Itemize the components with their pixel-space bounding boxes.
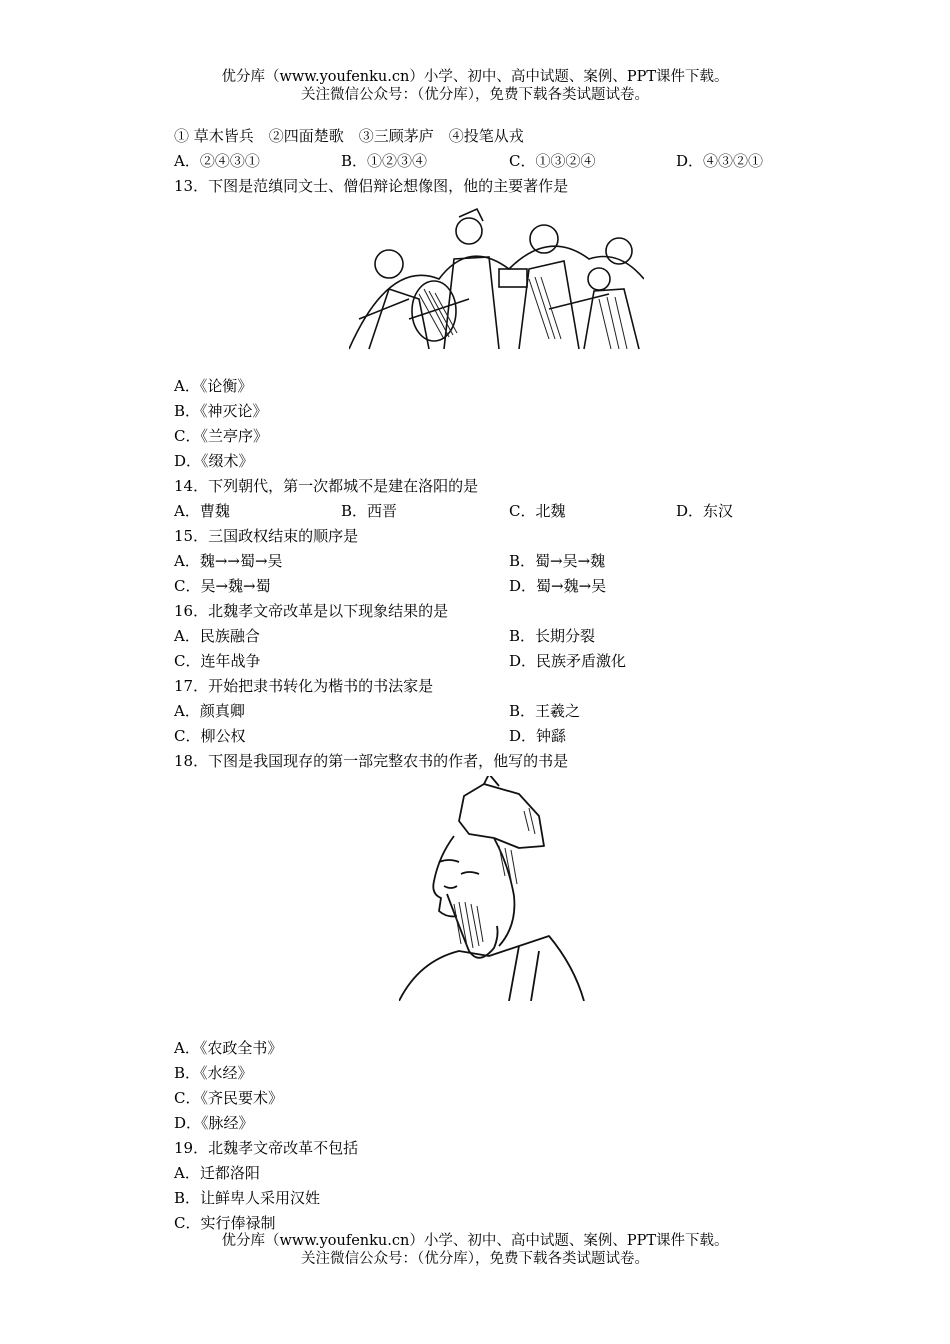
q19-option-b: B．让鲜卑人采用汉姓 — [174, 1189, 321, 1207]
question-content — [174, 124, 794, 1236]
q17-option-a: A．颜真卿 — [174, 702, 245, 720]
q15-option-a: A．魏→→蜀→吴 — [174, 552, 283, 570]
portrait-drawing — [399, 776, 589, 1001]
q16-option-c: C．连年战争 — [174, 652, 261, 670]
q13-option-a: A．《论衡》 — [174, 377, 253, 395]
q16-stem: 16．北魏孝文帝改革是以下现象结果的是 — [174, 602, 449, 620]
q16-option-a: A．民族融合 — [174, 627, 260, 645]
q17-option-b: B．王羲之 — [509, 702, 581, 720]
q18-illustration — [174, 774, 794, 1036]
q18-stem: 18．下图是我国现存的第一部完整农书的作者，他写的书是 — [174, 752, 569, 770]
header-line-2: 关注微信公众号：（优分库），免费下载各类试题试卷。 — [301, 87, 649, 103]
q18-option-b: B．《水经》 — [174, 1064, 253, 1082]
q18-option-d: D．《脉经》 — [174, 1114, 254, 1132]
q12-option-b: B．①②③④ — [341, 152, 428, 170]
q14-option-d: D．东汉 — [676, 502, 734, 520]
q13-illustration — [174, 199, 794, 374]
q17-options-row-2 — [174, 724, 794, 749]
q15-option-c: C．吴→魏→蜀 — [174, 577, 271, 595]
q12-option-d: D．④③②① — [676, 152, 764, 170]
q16-option-d: D．民族矛盾激化 — [509, 652, 627, 670]
q12-option-c: C．①③②④ — [509, 152, 596, 170]
q17-option-d: D．钟繇 — [509, 727, 567, 745]
q15-stem: 15．三国政权结束的顺序是 — [174, 527, 359, 545]
q18-option-c: C．《齐民要术》 — [174, 1089, 283, 1107]
footer-line-2: 关注微信公众号：（优分库），免费下载各类试题试卷。 — [301, 1251, 649, 1267]
page-footer — [0, 1232, 950, 1268]
header-line-1: 优分库（www.youfenku.cn）小学、初中、高中试题、案例、PPT课件下载。 — [221, 69, 729, 85]
q13-option-d: D．《缀术》 — [174, 452, 254, 470]
q14-option-b: B．西晋 — [341, 502, 398, 520]
q13-stem: 13．下图是范缜同文士、僧侣辩论想像图，他的主要著作是 — [174, 177, 569, 195]
q19-option-c: C．实行俸禄制 — [174, 1214, 276, 1232]
q17-option-c: C．柳公权 — [174, 727, 246, 745]
q19-stem: 19．北魏孝文帝改革不包括 — [174, 1139, 359, 1157]
q13-option-c: C．《兰亭序》 — [174, 427, 268, 445]
q12-items: ① 草木皆兵 ②四面楚歌 ③三顾茅庐 ④投笔从戎 — [174, 127, 524, 145]
debate-scene-drawing — [349, 199, 644, 351]
q12-options — [174, 149, 794, 174]
footer-line-1: 优分库（www.youfenku.cn）小学、初中、高中试题、案例、PPT课件下载。 — [221, 1233, 729, 1249]
q15-options-row-2 — [174, 574, 794, 599]
q13-option-b: B．《神灭论》 — [174, 402, 268, 420]
q17-options-row-1 — [174, 699, 794, 724]
q14-stem: 14．下列朝代，第一次都城不是建在洛阳的是 — [174, 477, 479, 495]
q14-option-a: A．曹魏 — [174, 502, 230, 520]
q19-option-a: A．迁都洛阳 — [174, 1164, 260, 1182]
q15-option-b: B．蜀→吴→魏 — [509, 552, 606, 570]
q16-option-b: B．长期分裂 — [509, 627, 596, 645]
q18-option-a: A．《农政全书》 — [174, 1039, 283, 1057]
q16-options-row-1 — [174, 624, 794, 649]
q16-options-row-2 — [174, 649, 794, 674]
q12-option-a: A．②④③① — [174, 152, 260, 170]
q15-options-row-1 — [174, 549, 794, 574]
q14-options — [174, 499, 794, 524]
page-header — [0, 68, 950, 104]
q15-option-d: D．蜀→魏→吴 — [509, 577, 607, 595]
q14-option-c: C．北魏 — [509, 502, 566, 520]
q17-stem: 17．开始把隶书转化为楷书的书法家是 — [174, 677, 434, 695]
